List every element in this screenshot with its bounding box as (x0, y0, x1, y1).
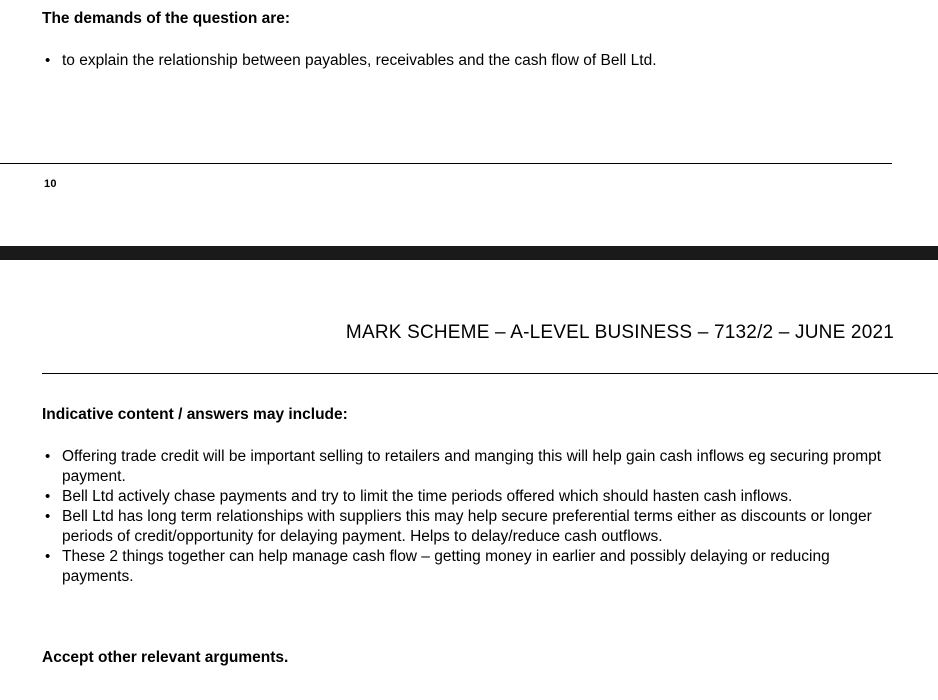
demands-bullet-list (42, 51, 902, 71)
indicative-bullet-list (42, 447, 902, 587)
page-number: 10 (44, 178, 57, 190)
header-divider (42, 373, 938, 374)
list-item: • Offering trade credit will be important selling to retailers and manging this will help gain cash inflows eg securing prompt payment. (42, 447, 902, 487)
footer-divider (0, 163, 892, 164)
list-item: • Bell Ltd actively chase payments and try to limit the time periods offered which should hasten cash inflows. (42, 487, 902, 507)
page-fragment-top (0, 0, 938, 246)
list-item: • Bell Ltd has long term relationships with suppliers this may help secure preferential terms either as discounts or longer periods of credit/opportunity for delaying payment. Helps to delay/reduce cash outflows. (42, 507, 902, 547)
indicative-content-heading: Indicative content / answers may include: (42, 406, 348, 423)
document-header: MARK SCHEME – A-LEVEL BUSINESS – 7132/2 – JUNE 2021 (345, 322, 894, 343)
list-item: • to explain the relationship between payables, receivables and the cash flow of Bell Ltd. (42, 51, 902, 71)
page-fragment-bottom (0, 260, 938, 700)
page-separator-band (0, 246, 938, 260)
demands-heading: The demands of the question are: (42, 10, 291, 27)
list-item: • These 2 things together can help manage cash flow – getting money in earlier and possibly delaying or reducing payments. (42, 547, 902, 587)
accept-other-arguments-note: Accept other relevant arguments. (42, 649, 289, 666)
